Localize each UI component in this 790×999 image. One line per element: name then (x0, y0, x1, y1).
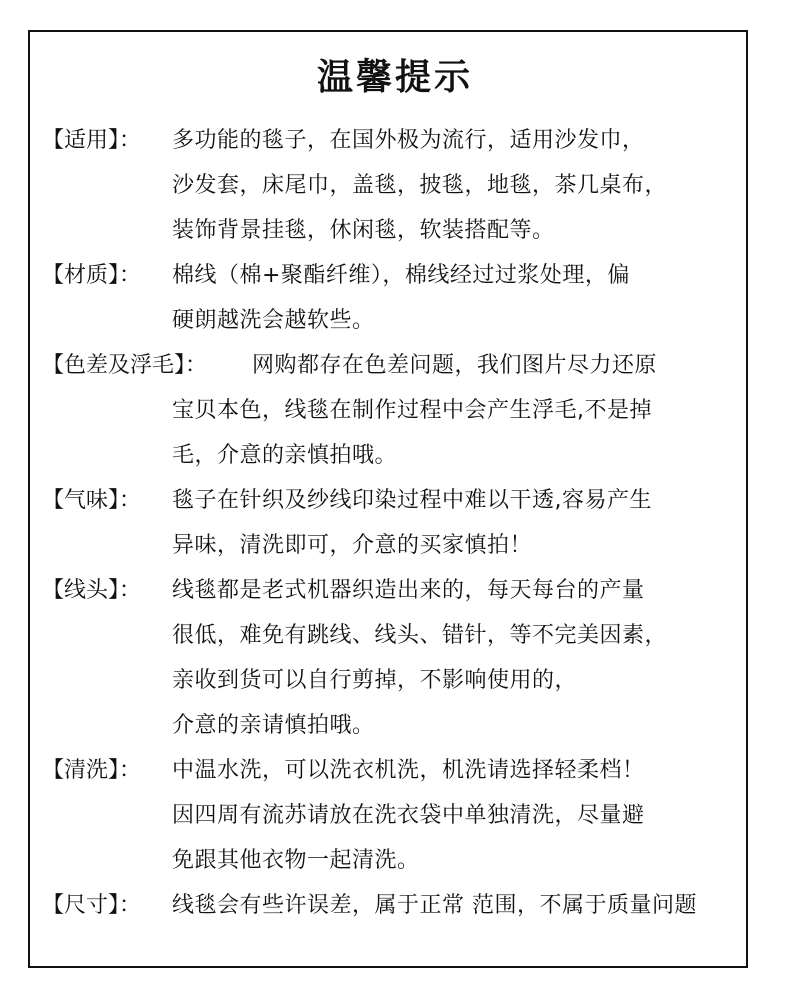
section-label-color-lint: 【色差及浮毛】： (42, 353, 208, 378)
page-title: 温馨提示 (316, 57, 473, 98)
section-thread-line-3: 亲收到货可以自行剪掉，不影响使用的， (172, 668, 578, 693)
section-color-lint-line-1: 网购都存在色差问题，我们图片尽力还原 (252, 353, 658, 378)
section-label-material: 【材质】： (42, 263, 142, 288)
section-usage-line-3: 装饰背景挂毯，休闲毯，软装搭配等。 (172, 218, 555, 243)
section-color-lint-line-3: 毛，介意的亲慎拍哦。 (172, 443, 398, 468)
section-label-usage: 【适用】： (42, 128, 142, 153)
section-color-lint-line-2: 宝贝本色，线毯在制作过程中会产生浮毛,不是掉 (172, 398, 652, 423)
section-size-line-1: 线毯会有些许误差，属于正常 范围，不属于质量问题 (172, 893, 697, 918)
section-label-washing: 【清洗】： (42, 758, 142, 783)
section-odor-line-1: 毯子在针织及纱线印染过程中难以干透,容易产生 (172, 488, 652, 513)
section-thread-line-4: 介意的亲请慎拍哦。 (172, 713, 375, 738)
section-usage-line-1: 多功能的毯子，在国外极为流行，适用沙发巾， (172, 128, 645, 153)
section-washing-line-2: 因四周有流苏请放在洗衣袋中单独清洗，尽量避 (172, 803, 645, 828)
section-label-thread: 【线头】： (42, 578, 142, 603)
section-washing-line-3: 免跟其他衣物一起清洗。 (172, 848, 420, 873)
section-thread-line-1: 线毯都是老式机器织造出来的，每天每台的产量 (172, 578, 645, 603)
section-material-line-2: 硬朗越洗会越软些。 (172, 308, 375, 333)
section-label-odor: 【气味】： (42, 488, 142, 513)
section-usage-line-2: 沙发套，床尾巾，盖毯，披毯，地毯，茶几桌布， (172, 173, 668, 198)
section-odor-line-2: 异味，清洗即可，介意的买家慎拍！ (172, 533, 533, 558)
section-thread-line-2: 很低，难免有跳线、线头、错针，等不完美因素， (172, 623, 668, 648)
section-washing-line-1: 中温水洗，可以洗衣机洗，机洗请选择轻柔档！ (172, 758, 645, 783)
section-material-line-1: 棉线（棉+聚酯纤维），棉线经过过浆处理，偏 (172, 263, 630, 288)
section-label-size: 【尺寸】： (42, 893, 142, 918)
